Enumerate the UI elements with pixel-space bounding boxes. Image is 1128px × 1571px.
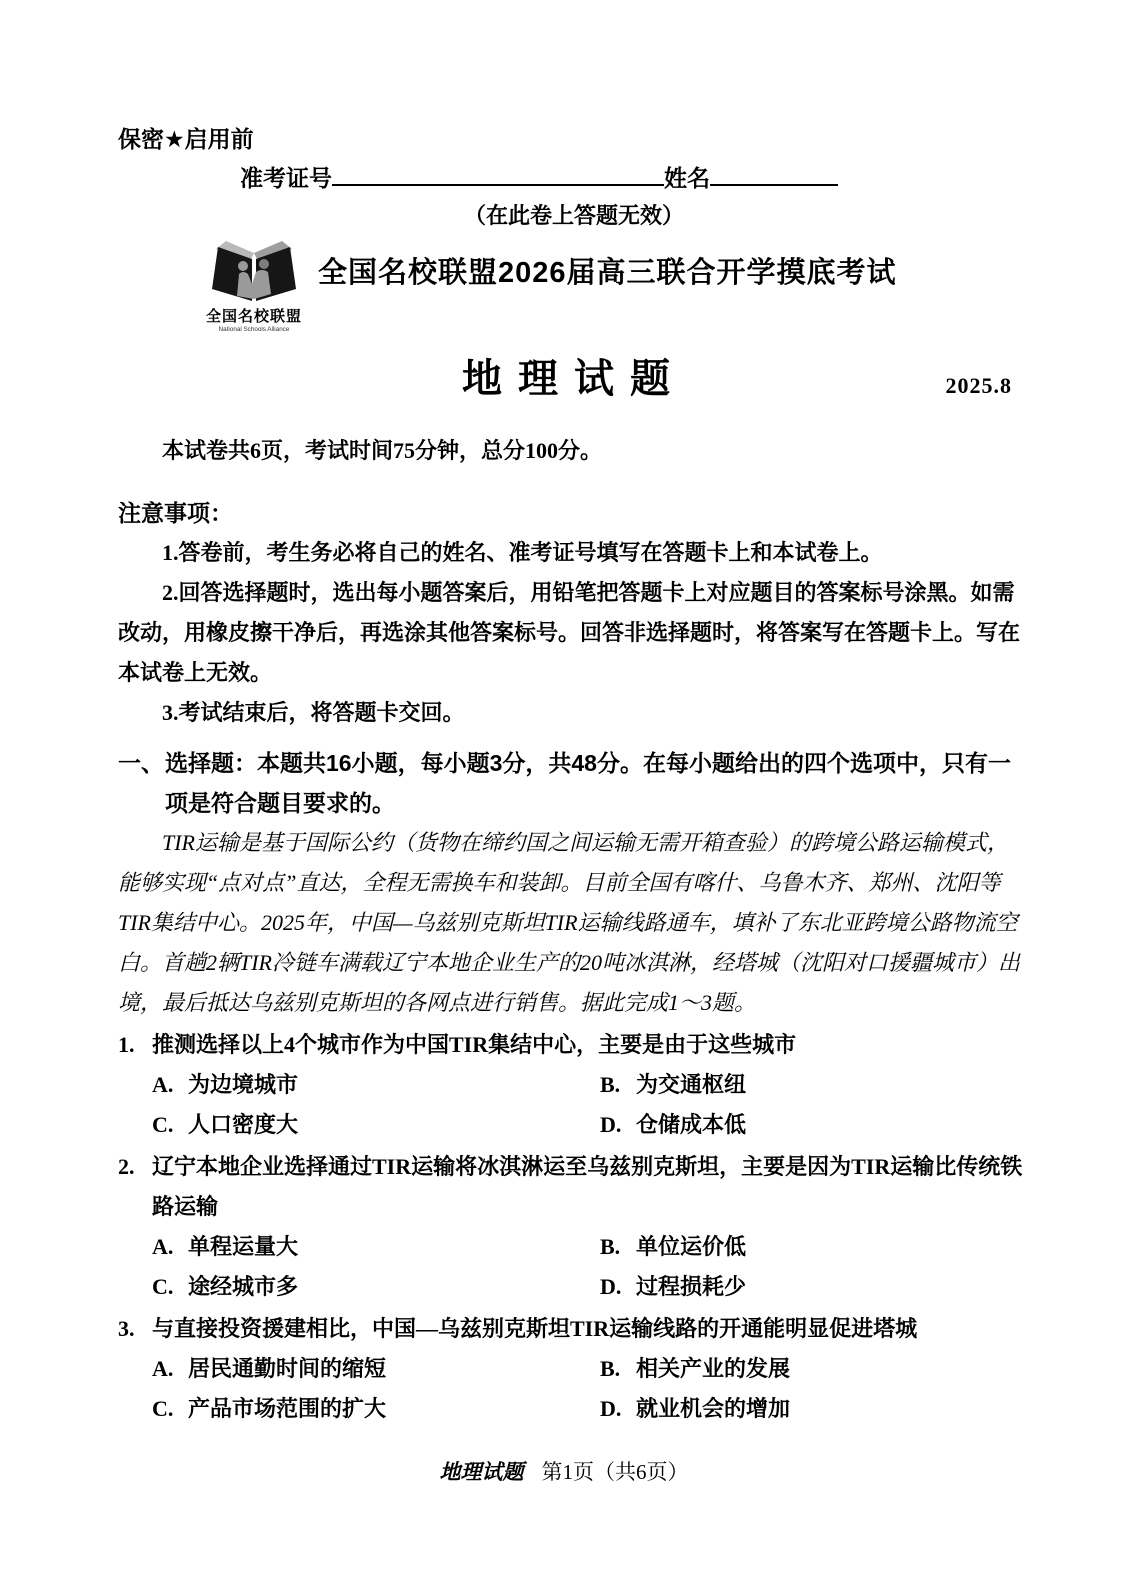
note-item-3: 3.考试结束后，将答题卡交回。	[162, 700, 465, 725]
alliance-logo	[198, 239, 310, 334]
question-number: 1.	[118, 1032, 135, 1057]
note-item-1: 1.答卷前，考生务必将自己的姓名、准考证号填写在答题卡上和本试卷上。	[162, 540, 883, 565]
option-row	[152, 1267, 1030, 1307]
logo-org-name-en: National Schools Alliance	[218, 326, 290, 333]
note-item-2: 2.回答选择题时，选出每小题答案后，用铅笔把答题卡上对应题目的答案标号涂黑。如需改动，用橡皮擦干净后，再选涂其他答案标号。回答非选择题时，将答案写在答题卡上。写在本试卷上无效。	[118, 580, 1021, 685]
footer-doc-label: 地理试题	[439, 1460, 524, 1484]
exam-date: 2025.8	[945, 373, 1012, 398]
options-q3	[152, 1349, 1030, 1429]
notes-title: 注意事项：	[118, 500, 233, 526]
question-1	[118, 1025, 1030, 1145]
option-a: A. 单程运量大	[152, 1234, 299, 1259]
name-label: 姓名	[664, 165, 710, 191]
question-number: 3.	[118, 1316, 135, 1341]
invalid-answer-notice: （在此卷上答题无效）	[463, 203, 684, 228]
page-footer	[0, 1458, 1128, 1486]
option-d: D. 就业机会的增加	[600, 1396, 791, 1421]
option-row	[152, 1227, 1030, 1267]
question-stem-text: 辽宁本地企业选择通过TIR运输将冰淇淋运至乌兹别克斯坦，主要是因为TIR运输比传统铁路运输	[152, 1154, 1023, 1219]
option-row	[152, 1349, 1030, 1389]
subject-title-row	[118, 353, 1030, 405]
option-c: C. 产品市场范围的扩大	[152, 1396, 387, 1421]
section-number: 一、	[118, 750, 164, 776]
exam-number-label: 准考证号	[240, 165, 332, 191]
option-c: C. 人口密度大	[152, 1112, 299, 1137]
question-stem	[118, 1147, 1030, 1227]
security-notice: 保密★启用前	[118, 126, 254, 152]
option-row	[152, 1389, 1030, 1429]
option-row	[152, 1065, 1030, 1105]
section-heading-text: 选择题：本题共16小题，每小题3分，共48分。在每小题给出的四个选项中，只有一项是符合题目要求的。	[165, 750, 1011, 816]
option-b: B. 单位运价低	[600, 1234, 747, 1259]
subject-title: 地理试题	[462, 357, 686, 401]
open-book-logo-icon	[202, 290, 306, 307]
logo-org-name-cn: 全国名校联盟	[205, 308, 302, 325]
option-b: B. 为交通枢纽	[600, 1072, 747, 1097]
option-b: B. 相关产业的发展	[600, 1356, 791, 1381]
footer-page-number: 第1页（共6页）	[541, 1460, 689, 1484]
reading-passage: TIR运输是基于国际公约（货物在缔约国之间运输无需开箱查验）的跨境公路运输模式，能够实现“点对点”直达，全程无需换车和装卸。目前全国有喀什、乌鲁木齐、郑州、沈阳等TIR集结中心。2025年，中国—乌兹别克斯坦TIR运输线路通车，填补了东北亚跨境公路物流空白。首趟2辆TIR冷链车满载辽宁本地企业生产的20吨冰淇淋，经塔城（沈阳对口援疆城市）出境，最后抵达乌兹别克斯坦的各网点进行销售。据此完成1～3题。	[118, 830, 1021, 1015]
question-stem-text: 推测选择以上4个城市作为中国TIR集结中心，主要是由于这些城市	[152, 1032, 797, 1057]
question-number: 2.	[118, 1154, 135, 1179]
exam-title: 全国名校联盟2026届高三联合开学摸底考试	[318, 257, 897, 289]
question-stem	[118, 1309, 1030, 1349]
name-field	[710, 162, 838, 186]
option-d: D. 仓储成本低	[600, 1112, 747, 1137]
option-d: D. 过程损耗少	[600, 1274, 747, 1299]
registration-row	[240, 162, 1030, 193]
option-a: A. 居民通勤时间的缩短	[152, 1356, 387, 1381]
question-2	[118, 1147, 1030, 1307]
option-c: C. 途经城市多	[152, 1274, 299, 1299]
header-title-row	[118, 239, 1030, 339]
option-a: A. 为边境城市	[152, 1072, 299, 1097]
question-stem	[118, 1025, 1030, 1065]
exam-number-field	[332, 162, 664, 186]
options-q1	[152, 1065, 1030, 1145]
options-q2	[152, 1227, 1030, 1307]
option-row	[152, 1105, 1030, 1145]
section-heading	[118, 743, 1030, 823]
question-stem-text: 与直接投资援建相比，中国—乌兹别克斯坦TIR运输线路的开通能明显促进塔城	[152, 1316, 918, 1341]
paper-meta-line: 本试卷共6页，考试时间75分钟，总分100分。	[162, 438, 603, 463]
question-3	[118, 1309, 1030, 1429]
